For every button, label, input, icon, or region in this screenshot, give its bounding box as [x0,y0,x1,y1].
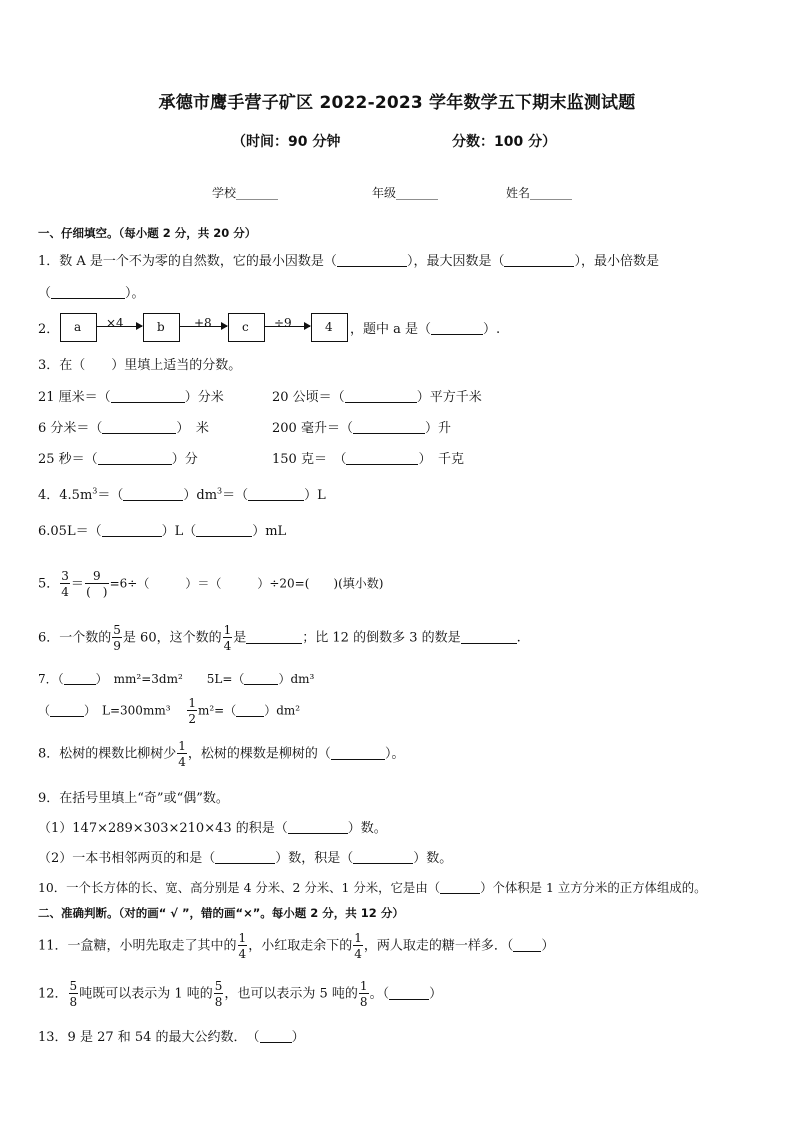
question-7-b [38,697,300,725]
q6-text: 6．一个数的 [38,630,112,646]
question-13 [38,1026,305,1045]
answer-blank[interactable] [215,849,275,864]
q4-text: ＝（ [97,488,124,503]
q8-text: ）。 [384,746,405,762]
q4-text: ）L（ [161,524,197,539]
q3-unit: ）升 [424,421,451,436]
answer-blank[interactable] [504,252,574,267]
q5-eq: ＝ [70,576,84,592]
fraction: $\frac{1}{2}$ [188,696,196,726]
q4-text: ）dm [183,488,218,503]
answer-blank[interactable] [431,320,483,335]
answer-blank[interactable] [51,284,125,299]
answer-blank[interactable] [331,745,385,760]
answer-blank[interactable] [337,252,407,267]
flow-op-divide: ÷9 [274,316,292,330]
answer-blank[interactable] [353,849,413,864]
answer-blank[interactable] [236,702,264,717]
fraction: $\frac{1}{4}$ [223,623,232,653]
q7-text: 7．（ [38,672,64,686]
flow-op-multiply: ×4 [106,316,124,330]
fraction: $\frac{5}{8}$ [69,979,78,1009]
q3-label: 6 分米＝（ [38,421,103,436]
question-12 [38,980,442,1008]
answer-blank[interactable] [345,388,417,403]
q6-text: 是 60，这个数的 [122,630,222,646]
question-5 [38,570,383,598]
q2-number: 2． [38,322,60,337]
q1-text-a: 1．数 A 是一个不为零的自然数，它的最小因数是（ [38,254,337,269]
q3-unit: ）分米 [184,390,224,405]
question-3: 3．在（ ）里填上适当的分数。 [38,358,242,373]
q4-text: 6.05L＝（ [38,524,102,539]
section-2-heading: 二、准确判断。（对的画“ √ ”，错的画“×”。每小题 2 分，共 12 分） [38,906,404,920]
answer-blank[interactable] [244,670,278,685]
q2-tail-text: ，题中 a 是（ [350,322,432,337]
q4-text: ）L [304,488,326,503]
exam-time: （时间：90 分钟 [232,134,341,150]
flow-box-c: c [228,313,265,342]
fraction: $\frac{9}{( )}$ [86,569,108,599]
answer-blank[interactable] [64,670,96,685]
flow-box-b: b [143,313,180,342]
q11-text: ，小红取走余下的 [248,938,353,954]
q4-sup: 3 [217,486,223,496]
q3-unit: ）平方千米 [416,390,482,405]
q12-text: ） [429,986,443,1002]
question-6 [38,624,521,652]
question-10 [38,878,707,896]
q9-text: ）数。 [413,851,453,866]
question-1-cont [38,282,145,301]
q3-row1-right [272,386,482,405]
answer-blank[interactable] [461,629,517,644]
answer-blank[interactable] [102,522,162,537]
answer-blank[interactable] [196,522,252,537]
q10-text: 10．一个长方体的长、宽、高分别是 4 分米、2 分米、1 分米，它是由（ [38,880,441,895]
q3-label: 20 公顷＝（ [272,390,345,405]
q7-text: ）dm³ [278,672,315,686]
q3-row2-right [272,417,451,436]
fraction: $\frac{3}{4}$ [61,569,69,599]
q7-text: m²=（ [197,703,237,718]
page-title: 承德市鹰手营子矿区 2022-2023 学年数学五下期末监测试题 [158,93,636,113]
question-9-2 [38,847,452,866]
q4-sup: 3 [92,486,98,496]
q3-label: 21 厘米＝（ [38,390,111,405]
q5-tail: =6÷（ ）＝（ ）÷20=( )(填小数) [109,576,384,591]
section-1-heading: 一、仔细填空。（每小题 2 分，共 20 分） [38,226,257,240]
flow-box-result: 4 [311,313,348,342]
q5-number: 5． [38,576,60,592]
q11-text: 11．一盒糖，小明先取走了其中的 [38,938,237,954]
q13-text: 13．9 是 27 和 54 的最大公约数． （ [38,1030,260,1045]
q1-text-b: ），最大因数是（ [406,254,505,269]
q6-text: 是 [233,630,247,646]
question-1 [38,250,659,269]
question-8 [38,740,404,768]
q3-row3-right [272,448,464,467]
answer-blank[interactable] [111,388,185,403]
q3-label: 200 毫升＝（ [272,421,353,436]
answer-blank[interactable] [260,1028,292,1043]
answer-blank[interactable] [50,702,84,717]
flow-box-a: a [60,313,97,342]
grade-field[interactable]: 年级_______ [372,186,439,200]
q7-text: ） mm²=3dm² 5L=（ [95,672,245,686]
q3-row2-left [38,417,209,436]
question-11 [38,932,554,960]
q3-unit: ） 米 [176,421,209,436]
fraction: $\frac{1}{4}$ [238,931,247,961]
q3-label: 150 克＝ （ [272,452,347,467]
q3-label: 25 秒＝（ [38,452,98,467]
question-4-b [38,520,286,539]
q3-row1-left [38,386,224,405]
answer-blank[interactable] [248,486,304,501]
q7-text: ）dm² [264,703,301,718]
q9-text: （2）一本书相邻两页的和是（ [38,851,216,866]
q9-text: ）数，积是（ [275,851,354,866]
q9-text: ）数。 [347,821,387,836]
q3-row3-left [38,448,198,467]
answer-blank[interactable] [353,419,425,434]
question-9-1 [38,817,387,836]
q4-text: 4．4.5m [38,488,93,503]
name-field[interactable]: 姓名_______ [506,186,573,200]
answer-blank[interactable] [513,937,541,952]
q6-text: ；比 12 的倒数多 3 的数是 [302,630,461,646]
q8-text: ，松树的棵数是柳树的（ [187,746,331,762]
q7-text: ） L=300mm³ [84,703,171,718]
q12-text: ，也可以表示为 5 吨的 [224,986,358,1002]
q11-text: ，两人取走的糖一样多．（ [363,938,514,954]
q12-text: 吨既可以表示为 1 吨的 [79,986,213,1002]
fraction: $\frac{5}{9}$ [113,623,121,653]
answer-blank[interactable] [246,629,302,644]
fraction: $\frac{5}{8}$ [214,979,223,1009]
answer-blank[interactable] [346,450,418,465]
q2-end-text: ）. [483,322,501,337]
q2-tail [350,318,500,337]
q1-text-d: （ [38,286,52,301]
q12-text: 。（ [369,986,390,1002]
q10-text: ）个体积是 1 立方分米的正方体组成的。 [480,880,707,895]
q6-text: . [516,630,521,646]
q3-unit: ） 千克 [418,452,464,467]
question-9: 9．在括号里填上“奇”或“偶”数。 [38,791,229,806]
answer-blank[interactable] [123,486,183,501]
flow-op-add: +8 [194,316,212,330]
q1-text-c: ），最小倍数是 [574,254,659,269]
fraction: $\frac{1}{8}$ [359,979,368,1009]
q13-text: ） [291,1030,305,1045]
answer-blank[interactable] [440,879,480,894]
exam-score: 分数：100 分） [452,134,557,150]
q4-text: ＝（ [222,488,249,503]
answer-blank[interactable] [102,419,176,434]
q8-text: 8．松树的棵数比柳树少 [38,746,177,762]
q4-text: ）mL [252,524,287,539]
q7-text: （ [38,703,51,718]
q3-unit: ）分 [171,452,198,467]
school-field[interactable]: 学校_______ [212,186,279,200]
fraction: $\frac{1}{4}$ [354,931,362,961]
q12-text: 12． [38,986,68,1002]
q9-text: （1）147×289×303×210×43 的积是（ [38,821,288,836]
answer-blank[interactable] [98,450,172,465]
fraction: $\frac{1}{4}$ [178,739,186,769]
q1-text-e: ）。 [125,286,145,301]
q11-text: ） [541,938,555,954]
answer-blank[interactable] [389,985,429,1000]
answer-blank[interactable] [288,819,348,834]
question-4 [38,484,326,503]
question-7 [38,670,314,687]
